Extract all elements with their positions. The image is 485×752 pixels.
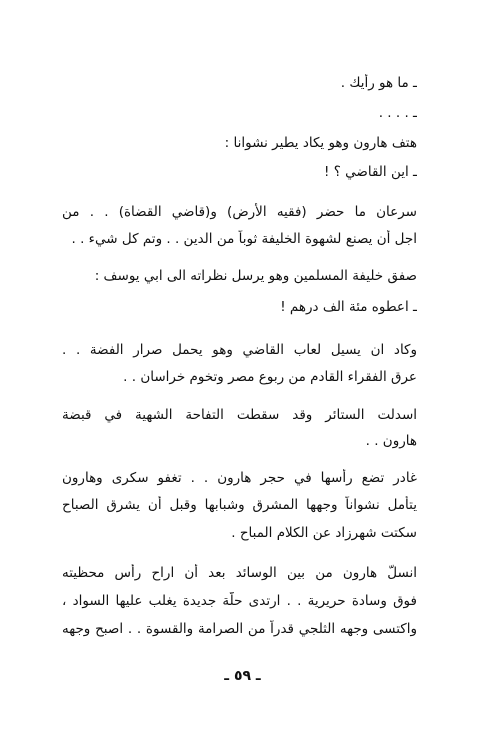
text-line: فوق وسادة حريرية . . ارتدى حلّة جديدة يغلب عليها السواد ، xyxy=(62,593,417,609)
text-line: عرق الفقراء القادم من ربوع مصر وتخوم خراسان . . xyxy=(123,369,417,385)
text-line: سكتت شهرزاد عن الكلام المباح . xyxy=(231,525,417,541)
text-line: انسلّ هارون من بين الوسائد بعد أن اراح رأس محظيته xyxy=(62,565,417,581)
page-number: ـ ٥٩ ـ xyxy=(224,668,261,684)
text-line: هتف هارون وهو يكاد يطير نشوانا : xyxy=(224,135,417,151)
text-line: ـ . . . . xyxy=(378,105,417,121)
text-line: هارون . . xyxy=(365,433,417,449)
text-line: ـ اين القاضي ؟ ! xyxy=(323,164,417,180)
text-line: وكاد ان يسيل لعاب القاضي وهو يحمل صرار الفضة . . xyxy=(62,342,417,358)
text-line: سرعان ما حضر (فقيه الأرض) و(قاضي القضاة) . . من xyxy=(62,204,417,220)
text-line: يتأمل نشواناً وجهها المشرق وشبابها وقبل أن يشرق الصباح xyxy=(62,497,417,513)
text-line: صفق خليفة المسلمين وهو يرسل نظراته الى ابي يوسف : xyxy=(94,268,417,284)
text-line: ـ اعطوه مئة الف درهم ! xyxy=(280,299,417,315)
text-line: واكتسى وجهه الثلجي قدراً من الصرامة والقسوة . . اصبح وجهه xyxy=(62,621,417,637)
text-line: غادر تضع رأسها في حجر هارون . . تغفو سكرى وهارون xyxy=(62,470,417,486)
text-line: ـ ما هو رأيك . xyxy=(340,75,417,91)
text-line: اجل أن يصنع لشهوة الخليفة ثوباً من الدين . . وتم كل شيء . . xyxy=(71,231,417,247)
text-line: اسدلت الستائر وقد سقطت التفاحة الشهية في قبضة xyxy=(62,407,417,423)
